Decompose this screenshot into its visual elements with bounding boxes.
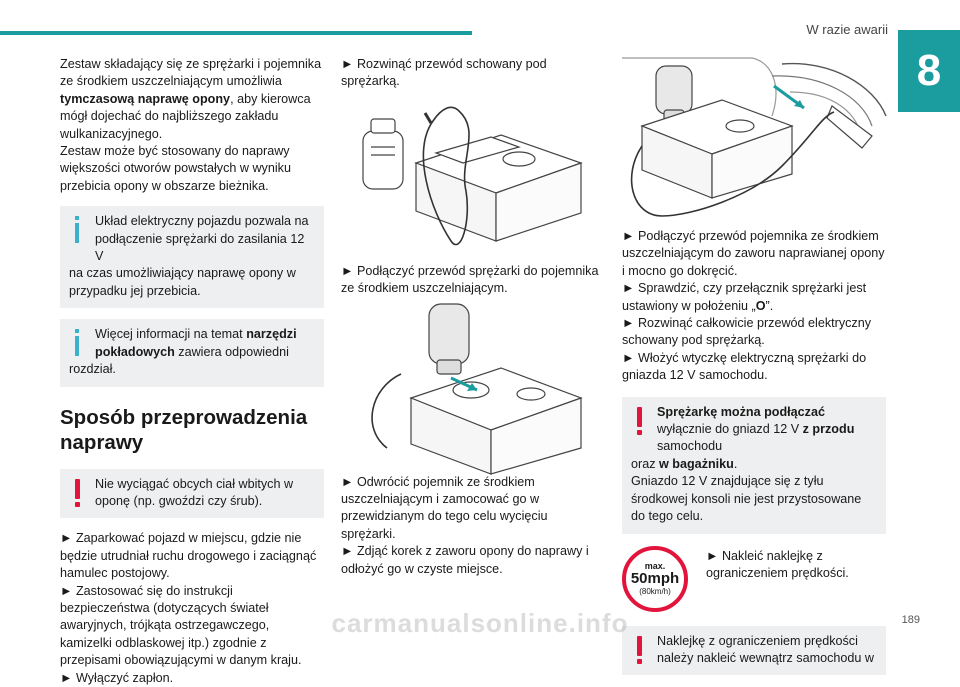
column-3 [622, 56, 886, 675]
column-2 [341, 56, 605, 578]
step-safety: ► Zastosować się do instrukcji bezpieczeństwa (dotyczących świateł awaryjnych, trójkąta ostrzegawczego, kamizelki odblaskowej itp.) zgodnie z przepisami obowiązującymi w danym kraju. [60, 583, 302, 668]
step-connect-valve: ► Podłączyć przewód pojemnika ze środkiem uszczelniającym do zaworu naprawianej opony i mocno go dokręcić. [622, 229, 885, 278]
illustration-compressor-hose [341, 91, 605, 263]
speed-limit-sticker-icon: max. 50mph (80km/h) [622, 546, 688, 612]
intro-paragraph: Zestaw składający się ze sprężarki i pojemnika ze środkiem uszczelniającym umożliwia tymczasową naprawę opony, aby kierowca mógł dojechać do najbliższego zakładu wulkanizacyjnego. [60, 57, 322, 141]
step-apply-sticker: ► Nakleić naklejkę z ograniczeniem prędkości. [706, 548, 849, 580]
watermark: carmanualsonline.info [331, 608, 629, 638]
step-plug-in: ► Włożyć wtyczkę elektryczną sprężarki do gniazda 12 V samochodu. [622, 350, 867, 383]
info-note-tools: Więcej informacji na temat narzędzi pokładowych zawiera odpowiedni rozdział. [60, 319, 324, 386]
info-icon [72, 329, 92, 359]
step-remove-valve-cap: ► Zdjąć korek z zaworu opony do naprawy i odłożyć go w czyste miejsce. [341, 544, 589, 576]
warning-note-foreign-objects: Nie wyciągać obcych ciał wbitych w oponę (np. gwoździ czy śrub). [60, 469, 324, 519]
step-park: ► Zaparkować pojazd w miejscu, gdzie nie będzie utrudniał ruchu drogowego i zaciągnąć hamulec postojowy. [60, 531, 317, 581]
warning-icon [634, 407, 654, 437]
step-ignition-off: ► Wyłączyć zapłon. [60, 670, 174, 685]
step-invert-container: ► Odwrócić pojemnik ze środkiem uszczelniającym i zamocować go w przewidzianym do tego celu wycięciu sprężarki. [341, 474, 548, 541]
info-icon [72, 216, 92, 246]
intro-paragraph-2: Zestaw może być stosowany do naprawy większości otworów powstałych w wyniku przebicia opony w obszarze bieżnika. [60, 144, 291, 193]
warning-icon [72, 479, 92, 509]
warning-note-sticker: Naklejkę z ograniczeniem prędkości należy nakleić wewnątrz samochodu w [622, 626, 886, 676]
info-note-electrical: Układ elektryczny pojazdu pozwala na podłączenie sprężarki do zasilania 12 V na czas umożliwiający naprawę opony w przypadku jej przebicia. [60, 206, 324, 308]
chapter-tab: 8 [898, 30, 960, 112]
illustration-connect-valve [622, 56, 886, 222]
column-1 [60, 56, 324, 687]
speed-sticker-step [622, 546, 886, 612]
step-unroll-cable: ► Rozwinąć całkowicie przewód elektryczny schowany pod sprężarką. [622, 316, 872, 348]
step-connect-container: ► Podłączyć przewód sprężarki do pojemnika ze środkiem uszczelniającym. [341, 263, 599, 296]
step-unroll-hose: ► Rozwinąć przewód schowany pod sprężarką. [341, 57, 547, 89]
section-title: Sposób przeprowadzenia naprawy [60, 405, 308, 454]
illustration-container-mount [341, 298, 605, 474]
step-check-switch: ► Sprawdzić, czy przełącznik sprężarki jest ustawiony w położeniu „O”. [622, 281, 867, 313]
section-header: W razie awarii [806, 22, 888, 37]
header-accent-bar [0, 31, 472, 35]
warning-note-sockets: Sprężarkę można podłączać wyłącznie do gniazd 12 V z przodu samochodu oraz w bagażniku. Gniazdo 12 V znajdujące się z tyłu środkowej konsoli nie jest przystosowane do tego celu. [622, 397, 886, 534]
warning-icon [634, 636, 654, 666]
page-number: 189 [901, 614, 920, 626]
